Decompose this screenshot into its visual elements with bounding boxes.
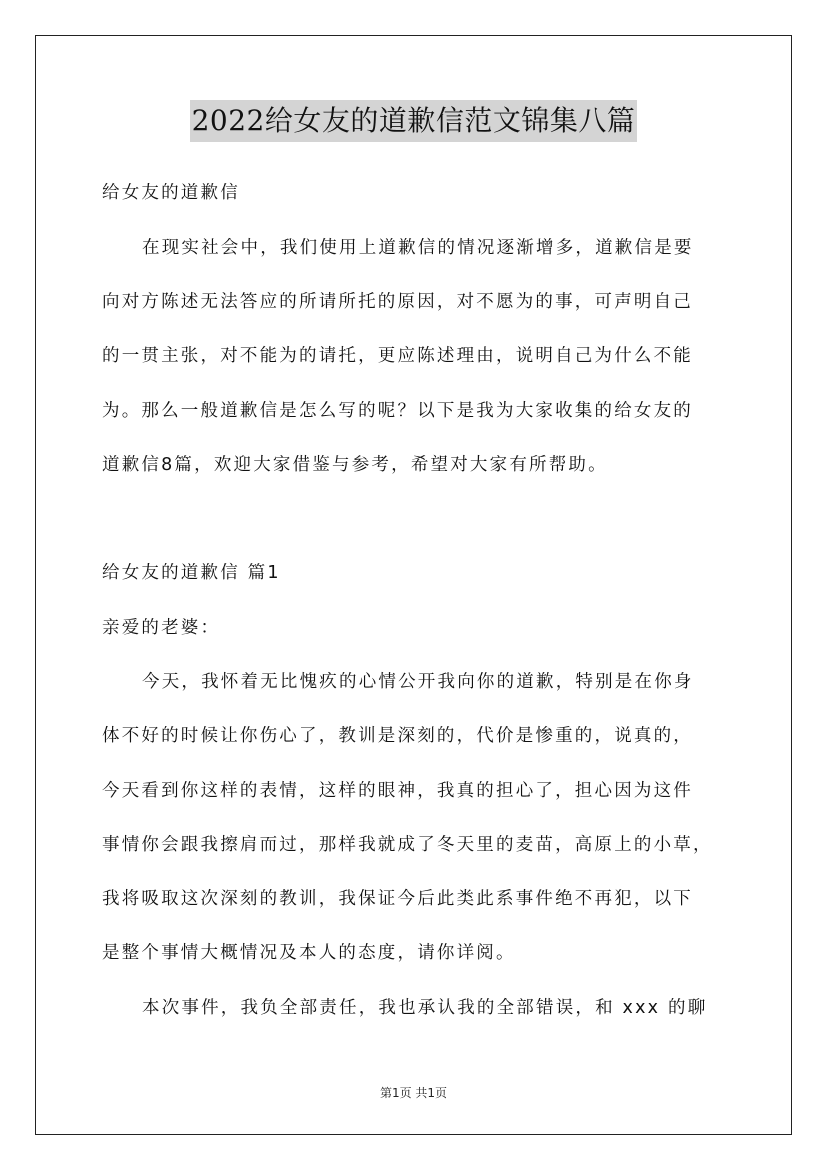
salutation: 亲爱的老婆：	[102, 618, 221, 638]
paragraph-line: 今天，我怀着无比愧疚的心情公开我向你的道歉，特别是在你身	[142, 672, 694, 692]
paragraph-line: 向对方陈述无法答应的所请所托的原因，对不愿为的事，可声明自己	[102, 292, 693, 312]
paragraph-line: 事情你会跟我擦肩而过，那样我就成了冬天里的麦苗，高原上的小草，	[102, 835, 713, 855]
paragraph-line: 本次事件，我负全部责任，我也承认我的全部错误，和 xxx 的聊	[142, 998, 708, 1018]
document-title: 2022给女友的道歉信范文锦集八篇	[0, 100, 827, 142]
paragraph-line: 的一贯主张，对不能为的请托，更应陈述理由，说明自己为什么不能	[102, 346, 693, 366]
section-heading-part1: 给女友的道歉信 篇1	[102, 563, 281, 583]
paragraph-line: 体不好的时候让你伤心了，教训是深刻的，代价是惨重的，说真的，	[102, 726, 693, 746]
section-heading-intro: 给女友的道歉信	[102, 183, 240, 203]
page-number-footer: 第1页 共1页	[379, 1086, 448, 1100]
paragraph-line: 道歉信8篇，欢迎大家借鉴与参考，希望对大家有所帮助。	[102, 455, 608, 475]
paragraph-line: 我将吸取这次深刻的教训，我保证今后此类此系事件绝不再犯，以下	[102, 889, 693, 909]
paragraph-line: 在现实社会中，我们使用上道歉信的情况逐渐增多，道歉信是要	[142, 238, 694, 258]
paragraph-line: 为。那么一般道歉信是怎么写的呢？以下是我为大家收集的给女友的	[102, 401, 693, 421]
paragraph-line: 是整个事情大概情况及本人的态度，请你详阅。	[102, 943, 516, 963]
paragraph-line: 今天看到你这样的表情，这样的眼神，我真的担心了，担心因为这件	[102, 781, 693, 801]
